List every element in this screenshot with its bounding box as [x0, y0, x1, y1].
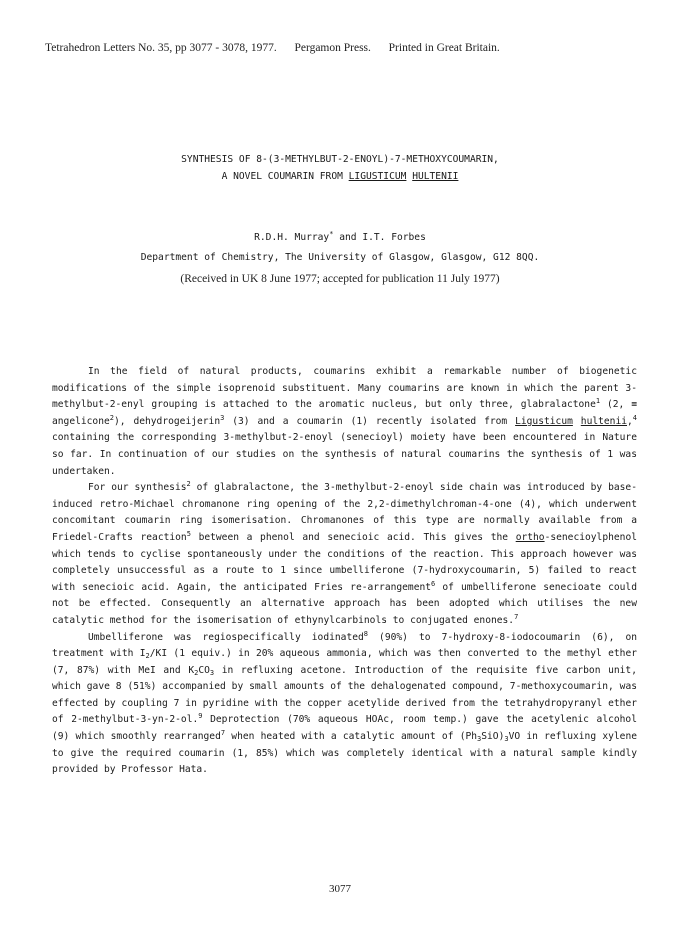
ref: 5: [186, 529, 191, 538]
ref: 7: [514, 612, 519, 621]
ref: 7: [220, 729, 226, 738]
subscript: 2: [194, 668, 199, 677]
text: containing the corresponding 3-methylbut-2-enoyl (senecioyl) moiety have been encountered in Nature so far. In continuation of our studies on the synthesis of natural coumarins the synthesis of 1 was undertaken.: [52, 432, 637, 477]
affiliation: Department of Chemistry, The University of Glasgow, Glasgow, G12 8QQ.: [140, 252, 540, 263]
subscript: 2: [145, 652, 150, 661]
article-title-line-1: SYNTHESIS OF 8-(3-METHYLBUT-2-ENOYL)-7-METHOXYCOUMARIN,: [181, 154, 499, 165]
subscript: 3: [209, 668, 215, 677]
species-name: hultenii: [580, 415, 628, 427]
article-body: [52, 364, 637, 779]
text: Umbelliferone was regiospecifically iodinated: [88, 631, 364, 643]
text: (2, ≡ angelicone: [52, 399, 638, 427]
ref: 4: [632, 413, 638, 422]
title-species: HULTENII: [412, 171, 459, 182]
ref: 6: [431, 579, 436, 588]
author-1: R.D.H. Murray: [254, 232, 330, 243]
paragraph-1: [52, 364, 637, 480]
ref: 9: [198, 712, 203, 721]
paragraph-2: [52, 480, 637, 629]
ref: 2: [186, 480, 191, 489]
genus-name: Ligusticum: [515, 415, 573, 427]
text: (3) and a coumarin (1) recently isolated from: [224, 415, 516, 427]
publisher: Pergamon Press.: [294, 42, 371, 54]
text: -senecioylphenol which tends to cyclise spontaneously under the conditions of the reaction. This approach however was completely unsuccessful as a route to 1 since umbelliferone (7-hydroxycoumarin, 5) failed to react with senecioic acid. Again, the anticipated Fries re-arrangement: [52, 531, 637, 593]
text: SiO): [481, 731, 505, 743]
ref: 2: [109, 413, 114, 422]
authors: [0, 232, 680, 243]
text: CO: [198, 664, 210, 676]
journal-citation: Tetrahedron Letters No. 35, pp 3077 - 3078, 1977.: [45, 42, 277, 54]
text: For our synthesis: [88, 482, 187, 494]
ref: 3: [220, 413, 225, 422]
printed-in: Printed in Great Britain.: [388, 42, 500, 54]
paragraph-3: [52, 630, 637, 779]
corresponding-mark: *: [329, 230, 334, 238]
text: Deprotection (70% aqueous HOAc, room temp.) gave the acetylenic alcohol (9) which smoothly rearranged: [52, 714, 637, 743]
ortho-prefix: ortho: [515, 531, 545, 543]
text: between a phenol and senecioic acid. This gives the: [190, 531, 516, 543]
page-number: 3077: [329, 883, 351, 895]
ref: 8: [363, 629, 368, 638]
received-dates: (Received in UK 8 June 1977; accepted for publication 11 July 1977): [180, 273, 500, 285]
journal-header: [45, 42, 500, 54]
text: (90%) to 7-hydroxy-8-iodocoumarin (6), on treatment with I: [52, 631, 638, 660]
subscript: 3: [504, 735, 509, 744]
title-prefix: A NOVEL COUMARIN FROM: [221, 171, 349, 182]
ref: 1: [595, 397, 601, 406]
text: VO in refluxing xylene to give the required coumarin (1, 85%) which was completely identical with a natural sample kindly provided by Professor Hata.: [52, 731, 637, 776]
text: in refluxing acetone. Introduction of the requisite five carbon unit, which gave 8 (51%) accompanied by small amounts of the dehalogenated compound, 7-methoxycoumarin, was effected by coupling 7 in pyridine with the copper acetylide derived from the tetrahydropyranyl ether of 2-methylbut-3-yn-2-ol.: [52, 664, 637, 726]
author-2: I.T. Forbes: [362, 232, 426, 243]
title-genus: LIGUSTICUM: [348, 171, 407, 182]
text: ), dehydrogeijerin: [113, 415, 221, 427]
article-title-line-2: [0, 171, 680, 182]
text: of umbelliferone senecioate could not be effected. Consequently an alternative approach has been adopted which utilises the new catalytic method for the isomerisation of ethynylcarbinols to conjugated enones.: [52, 581, 637, 626]
text: In the field of natural products, coumarins exhibit a remarkable number of biogenetic modifications of the simple isoprenoid substituent. Many coumarins are known in which the parent 3-methylbut-2-enyl grouping is attached to the aromatic nucleus, but only three, glabralactone: [52, 366, 637, 411]
subscript: 3: [477, 735, 482, 744]
text: ,: [627, 415, 633, 427]
text: of glabralactone, the 3-methylbut-2-enoyl side chain was introduced by base-induced retro-Michael chromanone ring opening of the 2,2-dimethylchroman-4-one (4), which underwent concomitant coumarin ring isomerisation. Chromanones of this type are normally available from a Friedel-Crafts reaction: [52, 482, 637, 543]
text: when heated with a catalytic amount of (Ph: [225, 731, 478, 743]
text: /KI (1 equiv.) in 20% aqueous ammonia, which was then converted to the methyl ether (7, 87%) with MeI and K: [52, 648, 638, 676]
authors-and: and: [333, 232, 363, 243]
